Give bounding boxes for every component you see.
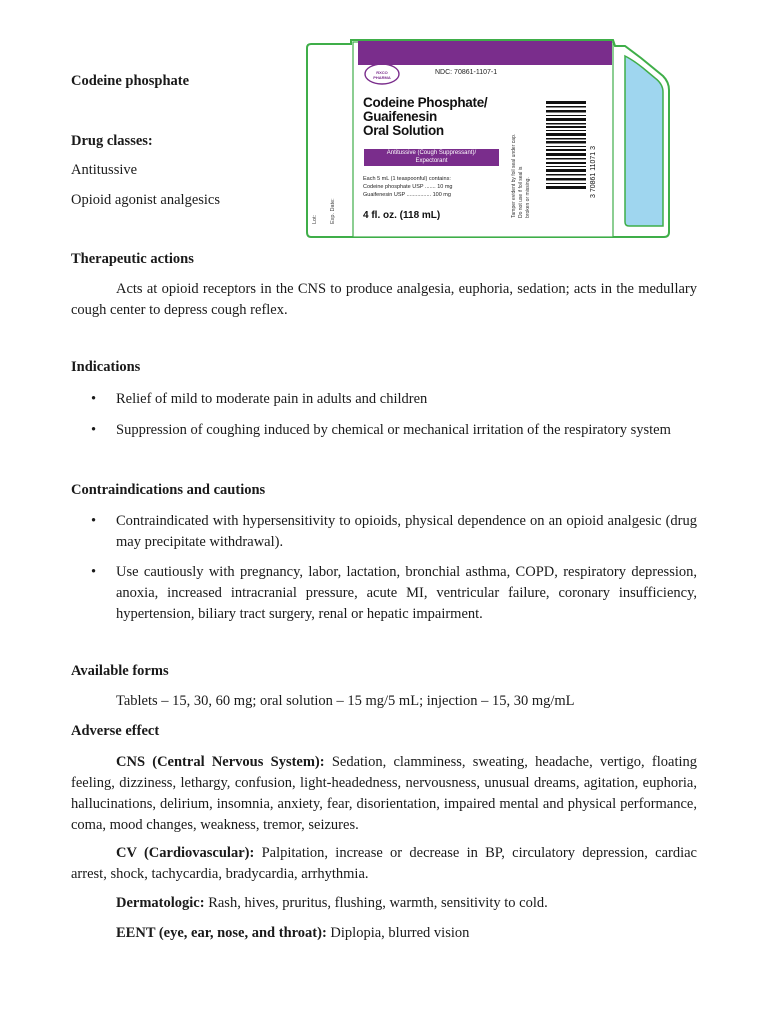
list-item — [71, 389, 697, 410]
barcode-number: 3 70861 11071 3 — [590, 145, 597, 198]
lot-label: Lot: — [312, 214, 318, 224]
list-item — [71, 511, 697, 553]
adverse-heading: Adverse effect — [71, 723, 160, 739]
drug-title: Codeine phosphate — [71, 73, 190, 89]
bullet-icon: • — [91, 391, 97, 407]
adverse-eent — [71, 923, 697, 944]
list-item — [71, 420, 697, 441]
bullet-icon: • — [91, 513, 97, 529]
brand-text: RXCO PHARMA — [373, 70, 391, 80]
bottle-label-image — [303, 38, 673, 241]
product-name-line: Oral Solution — [363, 123, 444, 138]
cns-label: CNS (Central Nervous System): — [116, 754, 325, 770]
category-line: Antitussive (Cough Suppressant)/ — [386, 150, 477, 156]
product-name — [363, 96, 487, 138]
bullet-icon: • — [91, 564, 97, 580]
derm-text: Rash, hives, pruritus, flushing, warmth, sensitivity to cold. — [204, 895, 548, 911]
adverse-cns — [71, 752, 697, 836]
forms-text: Tablets – 15, 30, 60 mg; oral solution – 15 mg/5 mL; injection – 15, 30 mg/mL — [116, 693, 575, 709]
forms-heading: Available forms — [71, 663, 169, 679]
indications-heading: Indications — [71, 359, 141, 375]
bullet-icon: • — [91, 422, 97, 438]
drug-class-item: Antitussive — [71, 162, 138, 178]
product-name-line: Guaifenesin — [363, 109, 437, 124]
ndc-code: NDC: 70861-1107-1 — [435, 69, 498, 76]
tamper-line: broken or missing. — [525, 177, 531, 218]
therapeutic-heading: Therapeutic actions — [71, 251, 194, 267]
list-item-text: Use cautiously with pregnancy, labor, lactation, bronchial asthma, COPD, respiratory depression, anoxia, increased intracranial pressure, acute MI, ventricular failure, coronary insufficiency, hypertension, biliary tract surgery, renal or hepatic impairment. — [116, 564, 697, 622]
drug-classes-heading: Drug classes: — [71, 133, 153, 149]
adverse-derm — [71, 893, 697, 914]
tamper-line: Tamper evident by foil seal under cap. — [511, 133, 517, 218]
list-item-text: Suppression of coughing induced by chemical or mechanical irritation of the respiratory system — [116, 422, 671, 438]
contraindications-heading: Contraindications and cautions — [71, 482, 266, 498]
derm-label: Dermatologic: — [116, 895, 205, 911]
list-item-text: Contraindicated with hypersensitivity to opioids, physical dependence on an opioid analgesic (drug may precipitate withdrawal). — [116, 513, 697, 550]
volume-text: 4 fl. oz. (118 mL) — [363, 210, 441, 221]
purple-band — [358, 41, 612, 65]
exp-date-label: Exp. Date: — [330, 198, 336, 224]
product-name-line: Codeine Phosphate/ — [363, 95, 488, 110]
eent-text: Diplopia, blurred vision — [326, 925, 470, 941]
cv-label: CV (Cardiovascular): — [116, 845, 255, 861]
tamper-notice — [511, 134, 532, 218]
list-item-text: Relief of mild to moderate pain in adults and children — [116, 391, 428, 407]
contents-block — [363, 175, 452, 199]
contents-heading: Each 5 mL (1 teaspoonful) contains: — [363, 176, 451, 182]
eent-label: EENT (eye, ear, nose, and throat): — [116, 925, 327, 941]
ingredient-line: Guaifenesin USP ................ 100 mg — [363, 192, 451, 198]
tamper-line: Do not use if foil seal is — [518, 166, 524, 218]
adverse-cv — [71, 843, 697, 885]
category-text — [364, 149, 499, 165]
list-item — [71, 562, 697, 625]
ingredient-line: Codeine phosphate USP ....... 10 mg — [363, 184, 453, 190]
therapeutic-text: Acts at opioid receptors in the CNS to produce analgesia, euphoria, sedation; acts in the medullary cough center to depress cough reflex. — [71, 281, 697, 318]
blue-cap-tab — [625, 56, 663, 226]
drug-class-item: Opioid agonist analgesics — [71, 192, 221, 208]
cv-text: Palpitation, increase or decrease in BP, circulatory depression, cardiac arrest, shock, tachycardia, bradycardia, arrhythmia. — [71, 845, 697, 882]
cns-text: Sedation, clamminess, sweating, headache, vertigo, floating feeling, dizziness, lethargy, confusion, light-headedness, nervousness, unusual dreams, agitation, euphoria, hallucinations, delirium, insomnia, anxiety, fear, disorientation, impaired mental and physical performance, coma, mood changes, weakness, tremor, seizures. — [71, 754, 698, 833]
category-line: Expectorant — [415, 158, 448, 164]
